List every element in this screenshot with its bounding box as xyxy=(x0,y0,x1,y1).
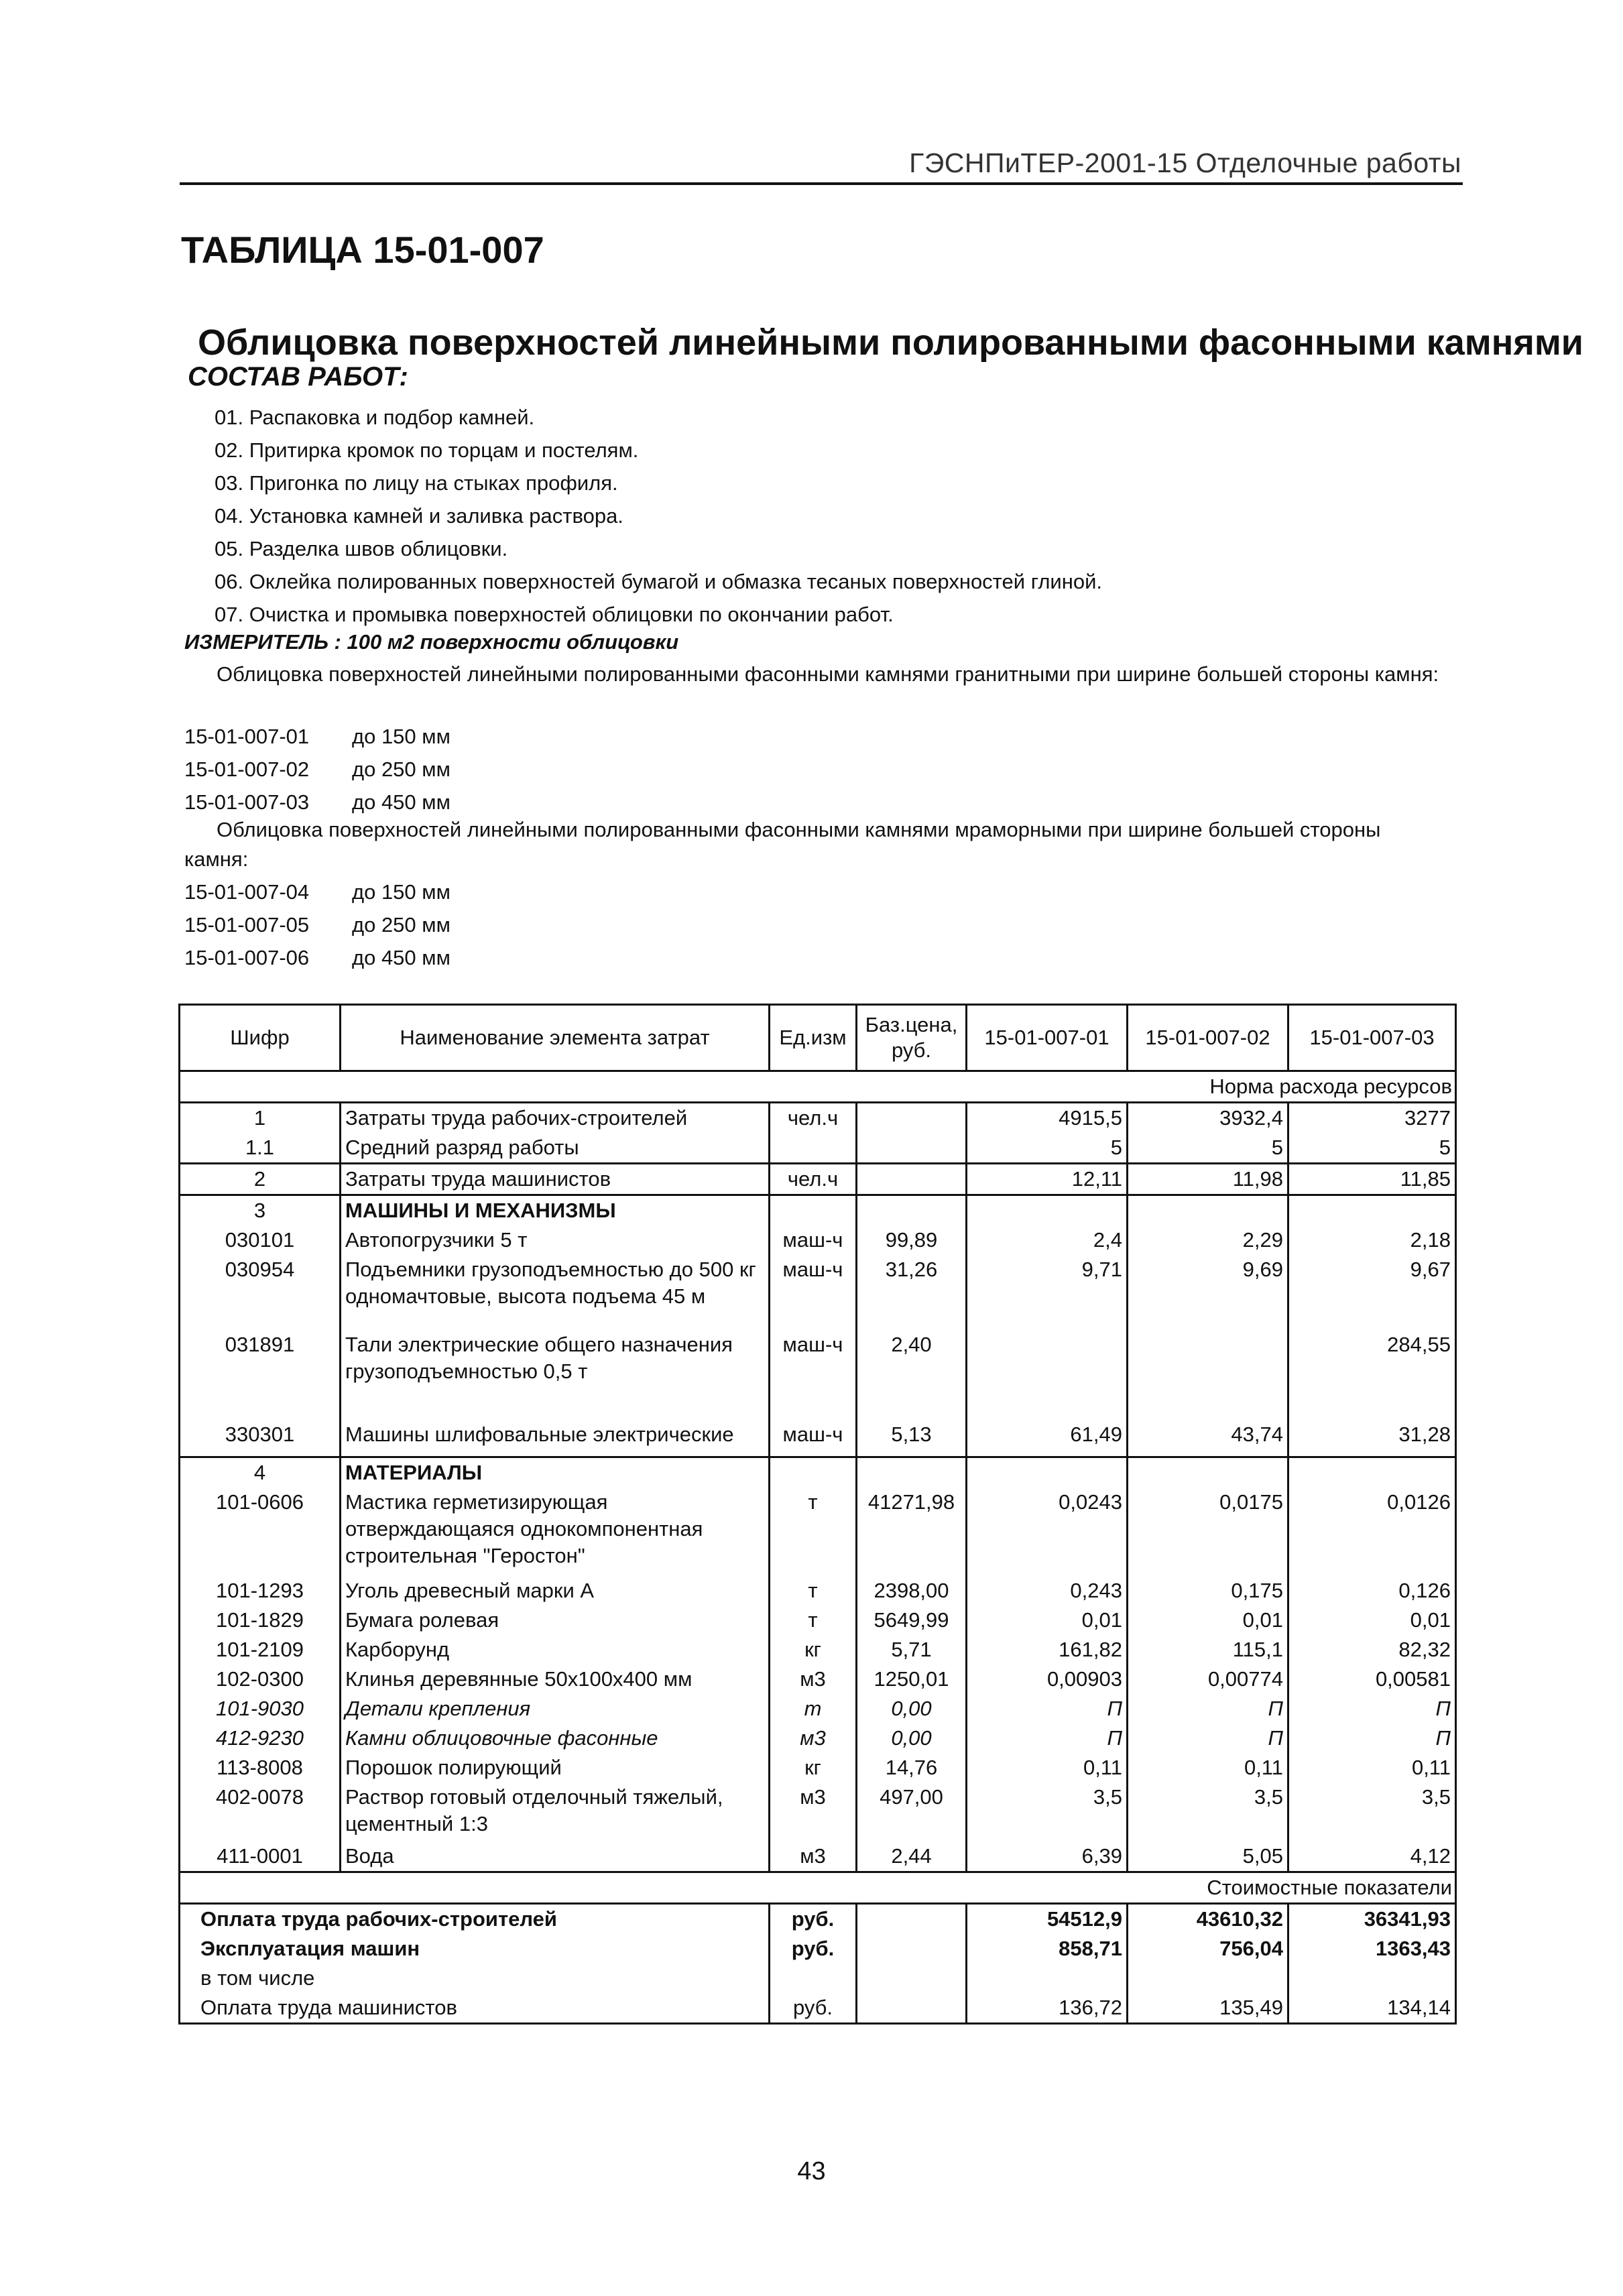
code-list-item xyxy=(184,875,450,908)
cell-price xyxy=(857,1133,967,1164)
cell-unit: т xyxy=(770,1576,857,1606)
cell-value: 3277 xyxy=(1288,1103,1456,1134)
cell-price xyxy=(857,1103,967,1134)
cell-price: 0,00 xyxy=(857,1724,967,1753)
cell-value: 9,69 xyxy=(1128,1255,1288,1330)
code: 15-01-007-05 xyxy=(184,913,310,936)
composition-heading: СОСТАВ РАБОТ: xyxy=(188,362,408,391)
cell-value xyxy=(967,1457,1128,1488)
cell-unit: м3 xyxy=(770,1665,857,1694)
cost-row xyxy=(180,1963,1456,1993)
cell-price: 2,40 xyxy=(857,1330,967,1420)
cell-name: Камни облицовочные фасонные xyxy=(341,1724,770,1753)
cell-name: Средний разряд работы xyxy=(341,1133,770,1164)
cell-value: 0,00774 xyxy=(1128,1665,1288,1694)
cell-unit: м3 xyxy=(770,1841,857,1872)
cell-value: 0,01 xyxy=(967,1606,1128,1635)
cell-value xyxy=(967,1330,1128,1420)
cell-name: Бумага ролевая xyxy=(341,1606,770,1635)
cell-unit: т xyxy=(770,1488,857,1576)
cell-name: Уголь древесный марки А xyxy=(341,1576,770,1606)
cell-name: Затраты труда машинистов xyxy=(341,1164,770,1195)
code-label: до 450 мм xyxy=(352,946,450,969)
cost-value: 1363,43 xyxy=(1288,1934,1456,1963)
cell-code: 3 xyxy=(180,1195,341,1226)
cost-value: 134,14 xyxy=(1288,1993,1456,2024)
cell-value: П xyxy=(1128,1694,1288,1724)
cell-name: Затраты труда рабочих-строителей xyxy=(341,1103,770,1134)
cell-code: 101-1293 xyxy=(180,1576,341,1606)
cell-unit: чел.ч xyxy=(770,1103,857,1134)
cell-value: 9,71 xyxy=(967,1255,1128,1330)
cell-price: 497,00 xyxy=(857,1783,967,1841)
table-row xyxy=(180,1255,1456,1330)
cost-value xyxy=(1128,1963,1288,1993)
cell-unit: маш-ч xyxy=(770,1255,857,1330)
work-item: 07. Очистка и промывка поверхностей облицовки по окончании работ. xyxy=(215,603,894,626)
cell-value: 0,01 xyxy=(1128,1606,1288,1635)
cost-unit: руб. xyxy=(770,1934,857,1963)
cell-value: 5,05 xyxy=(1128,1841,1288,1872)
cell-value: 31,28 xyxy=(1288,1420,1456,1457)
cell-name: Подъемники грузоподъемностью до 500 кг одномачтовые, высота подъема 45 м xyxy=(341,1255,770,1330)
cell-price: 0,00 xyxy=(857,1694,967,1724)
cell-value: 6,39 xyxy=(967,1841,1128,1872)
cell-unit: т xyxy=(770,1606,857,1635)
cell-code: 411-0001 xyxy=(180,1841,341,1872)
cost-value: 756,04 xyxy=(1128,1934,1288,1963)
cost-unit: руб. xyxy=(770,1993,857,2024)
column-header: 15-01-007-01 xyxy=(967,1005,1128,1071)
cell-value: 0,0126 xyxy=(1288,1488,1456,1576)
cell-code: 113-8008 xyxy=(180,1753,341,1783)
cell-value xyxy=(1288,1195,1456,1226)
cell-code: 101-2109 xyxy=(180,1635,341,1665)
cost-price xyxy=(857,1963,967,1993)
cost-name: Оплата труда машинистов xyxy=(180,1993,770,2024)
cell-price: 2398,00 xyxy=(857,1576,967,1606)
cell-value: 5 xyxy=(967,1133,1128,1164)
cost-price xyxy=(857,1904,967,1935)
table-row xyxy=(180,1103,1456,1134)
cell-name: Автопогрузчики 5 т xyxy=(341,1225,770,1255)
cost-value: 135,49 xyxy=(1128,1993,1288,2024)
table-row xyxy=(180,1457,1456,1488)
cell-unit: кг xyxy=(770,1635,857,1665)
cost-name: в том числе xyxy=(180,1963,770,1993)
cell-value: 4915,5 xyxy=(967,1103,1128,1134)
column-header: Шифр xyxy=(180,1005,341,1071)
cell-price: 2,44 xyxy=(857,1841,967,1872)
cell-value: 11,85 xyxy=(1288,1164,1456,1195)
table-row xyxy=(180,1133,1456,1164)
code-label: до 150 мм xyxy=(352,725,450,748)
cell-price: 14,76 xyxy=(857,1753,967,1783)
cell-value: 4,12 xyxy=(1288,1841,1456,1872)
resource-table xyxy=(178,1004,1457,2025)
code-label: до 450 мм xyxy=(352,790,450,814)
cell-unit: маш-ч xyxy=(770,1330,857,1420)
cost-price xyxy=(857,1934,967,1963)
cell-unit xyxy=(770,1133,857,1164)
cell-value: 0,00581 xyxy=(1288,1665,1456,1694)
cell-name: Клинья деревянные 50х100х400 мм xyxy=(341,1665,770,1694)
cell-unit: маш-ч xyxy=(770,1420,857,1457)
cell-price: 5,13 xyxy=(857,1420,967,1457)
table-row xyxy=(180,1783,1456,1841)
cost-value: 43610,32 xyxy=(1128,1904,1288,1935)
main-title: Облицовка поверхностей линейными полированными фасонными камнями xyxy=(198,322,1584,363)
cell-unit xyxy=(770,1195,857,1226)
work-item: 03. Пригонка по лицу на стыках профиля. xyxy=(215,471,618,495)
cell-value xyxy=(1288,1457,1456,1488)
cell-name: МАТЕРИАЛЫ xyxy=(341,1457,770,1488)
work-item: 02. Притирка кромок по торцам и постелям. xyxy=(215,438,639,462)
column-header: 15-01-007-03 xyxy=(1288,1005,1456,1071)
code-list-item xyxy=(184,908,450,941)
cell-name: Мастика герметизирующая отверждающаяся однокомпонентная строительная "Геростон" xyxy=(341,1488,770,1576)
code: 15-01-007-01 xyxy=(184,725,310,748)
cell-value xyxy=(1128,1195,1288,1226)
cell-value: 11,98 xyxy=(1128,1164,1288,1195)
cell-unit: м3 xyxy=(770,1724,857,1753)
cell-price: 1250,01 xyxy=(857,1665,967,1694)
measure-unit: ИЗМЕРИТЕЛЬ : 100 м2 поверхности облицовки xyxy=(184,630,679,654)
group-description: Облицовка поверхностей линейными полированными фасонными камнями мраморными при ширине большей стороны камня: xyxy=(184,818,1381,871)
code-label: до 250 мм xyxy=(352,758,450,781)
cell-value: 5 xyxy=(1128,1133,1288,1164)
table-row xyxy=(180,1635,1456,1665)
cell-value: 0,11 xyxy=(967,1753,1128,1783)
cost-label-row xyxy=(180,1872,1456,1904)
cell-price xyxy=(857,1195,967,1226)
header-rule xyxy=(180,182,1463,185)
cell-value: П xyxy=(967,1724,1128,1753)
cell-unit: м3 xyxy=(770,1783,857,1841)
cell-name: Карборунд xyxy=(341,1635,770,1665)
cell-value: 9,67 xyxy=(1288,1255,1456,1330)
page-number: 43 xyxy=(797,2157,826,2185)
cell-value: 161,82 xyxy=(967,1635,1128,1665)
cell-value xyxy=(967,1195,1128,1226)
group-description: Облицовка поверхностей линейными полированными фасонными камнями гранитными при ширине большей стороны камня: xyxy=(217,662,1439,686)
code: 15-01-007-04 xyxy=(184,880,310,904)
table-body xyxy=(180,1071,1456,2024)
cell-value: 0,11 xyxy=(1288,1753,1456,1783)
code-list-item xyxy=(184,941,450,974)
table-row xyxy=(180,1694,1456,1724)
cell-name: Вода xyxy=(341,1841,770,1872)
cell-value: 61,49 xyxy=(967,1420,1128,1457)
cost-label: Стоимостные показатели xyxy=(180,1872,1456,1904)
cell-code: 1 xyxy=(180,1103,341,1134)
cost-unit xyxy=(770,1963,857,1993)
cell-value: 0,01 xyxy=(1288,1606,1456,1635)
cell-value: 284,55 xyxy=(1288,1330,1456,1420)
table-row xyxy=(180,1330,1456,1420)
norm-label-row xyxy=(180,1071,1456,1103)
cell-unit: чел.ч xyxy=(770,1164,857,1195)
cost-value xyxy=(967,1963,1128,1993)
cell-value: 2,4 xyxy=(967,1225,1128,1255)
table-row xyxy=(180,1724,1456,1753)
cell-code: 412-9230 xyxy=(180,1724,341,1753)
cell-value: 0,175 xyxy=(1128,1576,1288,1606)
work-item: 01. Распаковка и подбор камней. xyxy=(215,406,535,429)
table-row xyxy=(180,1753,1456,1783)
cell-price: 5,71 xyxy=(857,1635,967,1665)
cell-value: 3932,4 xyxy=(1128,1103,1288,1134)
work-item: 06. Оклейка полированных поверхностей бумагой и обмазка тесаных поверхностей глиной. xyxy=(215,570,1103,593)
column-header: 15-01-007-02 xyxy=(1128,1005,1288,1071)
code-list-item xyxy=(184,720,450,753)
cell-value: 0,00903 xyxy=(967,1665,1128,1694)
work-item: 04. Установка камней и заливка раствора. xyxy=(215,504,623,528)
cell-value xyxy=(1128,1457,1288,1488)
cell-value: П xyxy=(1288,1724,1456,1753)
cell-value: 82,32 xyxy=(1288,1635,1456,1665)
cell-value: 0,0243 xyxy=(967,1488,1128,1576)
cost-value: 858,71 xyxy=(967,1934,1128,1963)
table-row xyxy=(180,1606,1456,1635)
cell-code: 031891 xyxy=(180,1330,341,1420)
column-header: Баз.цена, руб. xyxy=(857,1005,967,1071)
cell-value: 3,5 xyxy=(1288,1783,1456,1841)
cost-value xyxy=(1288,1963,1456,1993)
table-row xyxy=(180,1420,1456,1457)
cell-price xyxy=(857,1164,967,1195)
cell-code: 102-0300 xyxy=(180,1665,341,1694)
cell-code: 101-0606 xyxy=(180,1488,341,1576)
cell-unit: т xyxy=(770,1694,857,1724)
cell-name: Машины шлифовальные электрические xyxy=(341,1420,770,1457)
cost-row xyxy=(180,1904,1456,1935)
cell-name: Детали крепления xyxy=(341,1694,770,1724)
cell-value xyxy=(1128,1330,1288,1420)
cost-name: Эксплуатация машин xyxy=(180,1934,770,1963)
code: 15-01-007-06 xyxy=(184,946,310,969)
code-label: до 250 мм xyxy=(352,913,450,936)
cell-code: 030101 xyxy=(180,1225,341,1255)
cell-code: 330301 xyxy=(180,1420,341,1457)
cell-value: 0,126 xyxy=(1288,1576,1456,1606)
cell-name: Тали электрические общего назначения грузоподъемностью 0,5 т xyxy=(341,1330,770,1420)
running-header: ГЭСНПиТЕР-2001-15 Отделочные работы xyxy=(909,147,1461,178)
cell-name: Раствор готовый отделочный тяжелый, цементный 1:3 xyxy=(341,1783,770,1841)
cost-row xyxy=(180,1934,1456,1963)
cell-code: 402-0078 xyxy=(180,1783,341,1841)
cell-code: 1.1 xyxy=(180,1133,341,1164)
cell-unit xyxy=(770,1457,857,1488)
cell-value: 115,1 xyxy=(1128,1635,1288,1665)
table-row xyxy=(180,1164,1456,1195)
cell-value: 0,243 xyxy=(967,1576,1128,1606)
table-header-row xyxy=(180,1005,1456,1071)
cell-value: 0,11 xyxy=(1128,1753,1288,1783)
code-list xyxy=(184,875,450,974)
table-row xyxy=(180,1576,1456,1606)
code-list-item xyxy=(184,786,450,819)
cell-value: 12,11 xyxy=(967,1164,1128,1195)
cell-value: 43,74 xyxy=(1128,1420,1288,1457)
cell-price: 5649,99 xyxy=(857,1606,967,1635)
cell-code: 101-1829 xyxy=(180,1606,341,1635)
cell-value: 2,29 xyxy=(1128,1225,1288,1255)
cell-value: 5 xyxy=(1288,1133,1456,1164)
table-row xyxy=(180,1488,1456,1576)
code: 15-01-007-03 xyxy=(184,790,310,814)
cost-value: 136,72 xyxy=(967,1993,1128,2024)
cell-price: 99,89 xyxy=(857,1225,967,1255)
cost-value: 36341,93 xyxy=(1288,1904,1456,1935)
column-header: Наименование элемента затрат xyxy=(341,1005,770,1071)
cell-unit: кг xyxy=(770,1753,857,1783)
table-row xyxy=(180,1841,1456,1872)
cell-price: 31,26 xyxy=(857,1255,967,1330)
table-title: ТАБЛИЦА 15-01-007 xyxy=(181,229,544,271)
cell-name: Порошок полирующий xyxy=(341,1753,770,1783)
code: 15-01-007-02 xyxy=(184,758,310,781)
cell-value: П xyxy=(1288,1694,1456,1724)
cell-value: 3,5 xyxy=(967,1783,1128,1841)
table-row xyxy=(180,1225,1456,1255)
work-list xyxy=(215,401,1102,631)
table-row xyxy=(180,1195,1456,1226)
cell-code: 030954 xyxy=(180,1255,341,1330)
cost-row xyxy=(180,1993,1456,2024)
cost-name: Оплата труда рабочих-строителей xyxy=(180,1904,770,1935)
cell-unit: маш-ч xyxy=(770,1225,857,1255)
work-item: 05. Разделка швов облицовки. xyxy=(215,537,508,560)
column-header: Ед.изм xyxy=(770,1005,857,1071)
cell-value: 2,18 xyxy=(1288,1225,1456,1255)
cell-value: 0,0175 xyxy=(1128,1488,1288,1576)
code-list-item xyxy=(184,753,450,786)
cell-price xyxy=(857,1457,967,1488)
code-label: до 150 мм xyxy=(352,880,450,904)
cell-code: 4 xyxy=(180,1457,341,1488)
code-list xyxy=(184,720,450,819)
cost-unit: руб. xyxy=(770,1904,857,1935)
table-row xyxy=(180,1665,1456,1694)
cost-price xyxy=(857,1993,967,2024)
cell-code: 2 xyxy=(180,1164,341,1195)
norm-label: Норма расхода ресурсов xyxy=(180,1071,1456,1103)
cell-value: П xyxy=(967,1694,1128,1724)
cell-value: 3,5 xyxy=(1128,1783,1288,1841)
cell-price: 41271,98 xyxy=(857,1488,967,1576)
cell-code: 101-9030 xyxy=(180,1694,341,1724)
cell-name: МАШИНЫ И МЕХАНИЗМЫ xyxy=(341,1195,770,1226)
cell-value: П xyxy=(1128,1724,1288,1753)
cost-value: 54512,9 xyxy=(967,1904,1128,1935)
